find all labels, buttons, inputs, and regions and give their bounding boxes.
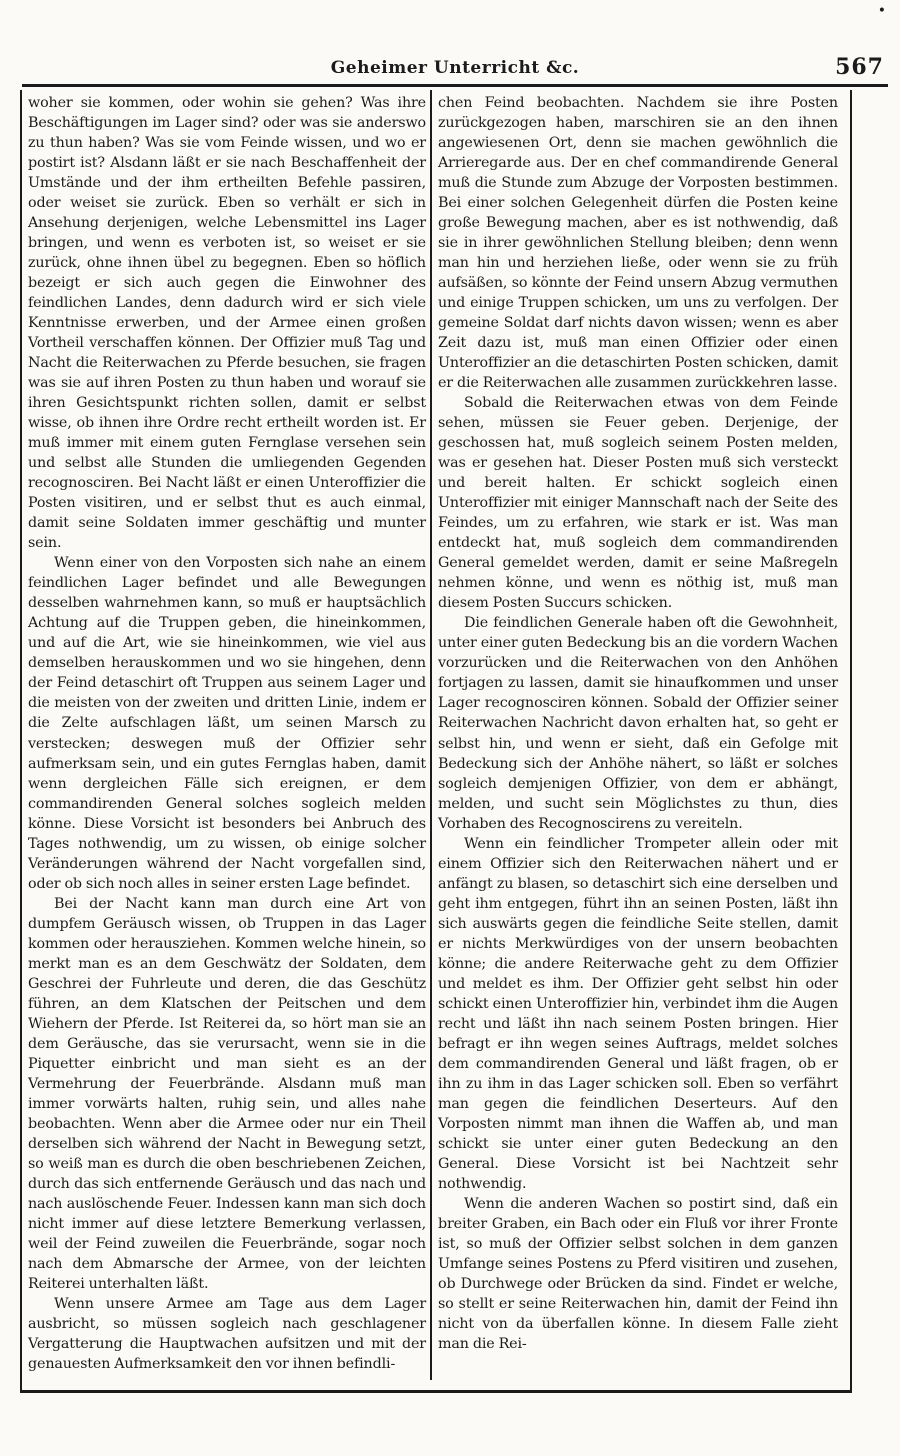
right-column <box>438 93 838 1354</box>
paragraph: Wenn einer von den Vorposten sich nahe an einem feindlichen Lager befindet und alle Bewegungen desselben wahrnehmen kann, so muß er hauptsächlich Achtung auf die Truppen geben, die hineinkommen, und auf die Art, wie sie hineinkommen, wie viel aus demselben herauskommen und wo sie hingehen, denn der Feind detaschirt oft Truppen aus seinem Lager und die meisten von der zweiten und dritten Linie, indem er die Zelte aufschlagen läßt, um seinen Marsch zu verstecken; deswegen muß der Offizier sehr aufmerksam sein, und ein gutes Fernglas haben, damit wenn dergleichen Fälle sich ereignen, er dem commandirenden General solches sogleich melden könne. Diese Vorsicht ist besonders bei Anbruch des Tages nothwendig, um zu wissen, ob einige solcher Veränderungen während der Nacht vorgefallen sind, oder ob sich noch alles in seiner ersten Lage befindet. <box>28 555 426 892</box>
left-column <box>28 93 426 1374</box>
paragraph: Wenn ein feindlicher Trompeter allein oder mit einem Offizier sich den Reiterwachen nähert und er anfängt zu blasen, so detaschirt sich eine derselben und geht ihm entgegen, führt ihn an seinen Posten, läßt ihn sich auswärts gegen die feindliche Seite stellen, damit er nichts Merkwürdiges von der unsern beobachten könne; die andere Reiterwache geht zu dem Offizier und meldet es ihm. Der Offizier geht selbst hin oder schickt einen Unteroffizier hin, verbindet ihm die Augen recht und läßt ihn nach seinem Posten bringen. Hier befragt er ihn wegen seines Auftrags, meldet solches dem commandirenden General und läßt fragen, ob er ihn zu ihm in das Lager schicken soll. Eben so verfährt man gegen die feindlichen Deserteurs. Auf den Vorposten nimmt man ihnen die Waffen ab, und man schickt sie unter einer guten Bedeckung an den General. Diese Vorsicht ist bei Nachtzeit sehr nothwendig. <box>438 835 838 1192</box>
page-number: 567 <box>835 54 884 80</box>
paragraph: Wenn die anderen Wachen so postirt sind, daß ein breiter Graben, ein Bach oder ein Fluß vor ihrer Fronte ist, so muß der Offizier selbst solchen in dem ganzen Umfange seines Postens zu Pferd visitiren und zusehen, ob Durchwege oder Brücken da sind. Findet er welche, so stellt er seine Reiterwachen hin, damit der Feind ihn nicht von da überfallen könne. In diesem Falle zieht man die Rei- <box>438 1195 838 1352</box>
paragraph: woher sie kommen, oder wohin sie gehen? Was ihre Beschäftigungen im Lager sind? oder was sie anderswo zu thun haben? Was sie vom Feinde wissen, und wo er postirt ist? Alsdann läßt er sie nach Beschaffenheit der Umstände und der ihm ertheilten Befehle passiren, oder weiset sie zurück. Eben so verhält er sich in Ansehung derjenigen, welche Lebensmittel ins Lager bringen, und wenn es verboten ist, so weiset er sie zurück, ohne ihnen übel zu begegnen. Eben so höflich bezeigt er sich auch gegen die Einwohner des feindlichen Landes, denn dadurch wird er sich viele Kenntnisse erwerben, und der Armee einen großen Vortheil verschaffen können. Der Offizier muß Tag und Nacht die Reiterwachen zu Pferde besuchen, sie fragen was sie auf ihren Posten zu thun haben und worauf sie ihren Gesichtspunkt richten sollen, damit er selbst wisse, ob ihnen ihre Ordre recht ertheilt worden ist. Er muß immer mit einem guten Fernglase versehen sein und selbst alle Stunden die umliegenden Gegenden recognosciren. Bei Nacht läßt er einen Unteroffizier die Posten visitiren, und er selbst thut es auch einmal, damit seine Soldaten immer geschäftig und munter sein. <box>28 95 426 552</box>
paragraph: Wenn unsere Armee am Tage aus dem Lager ausbricht, so müssen sogleich nach geschlagener Vergatterung die Hauptwachen aufsitzen und mit der genauesten Aufmerksamkeit den vor ihnen befindli- <box>28 1295 426 1372</box>
paragraph: Sobald die Reiterwachen etwas von dem Feinde sehen, müssen sie Feuer geben. Derjenige, der geschossen hat, muß sogleich seinem Posten melden, was er gesehen hat. Dieser Posten muß sich versteckt und bereit halten. Er schickt sogleich einen Unteroffizier mit einiger Mannschaft nach der Seite des Feindes, um zu erfahren, wie stark er ist. Was man entdeckt hat, muß sogleich dem commandirenden General gemeldet werden, damit er seine Maßregeln nehmen könne, und wenn es nöthig ist, muß man diesem Posten Succurs schicken. <box>438 395 838 612</box>
frame-left-rule <box>20 90 22 1391</box>
frame-right-rule <box>850 90 852 1391</box>
corner-mark: • <box>877 3 886 19</box>
paragraph: Die feindlichen Generale haben oft die Gewohnheit, unter einer guten Bedeckung bis an die vordern Wachen vorzurücken und die Reiterwachen von den Anhöhen fortjagen zu lassen, damit sie hinaufkommen und unser Lager recognosciren können. Sobald der Offizier seiner Reiterwachen Nachricht davon erhalten hat, so geht er selbst hin, und wenn er sieht, daß ein Gefolge mit Bedeckung sich der Anhöhe nähert, so läßt er solches sogleich demjenigen Offizier, von dem er abhängt, melden, und sucht sein Möglichstes zu thun, dies Vorhaben des Recognoscirens zu vereiteln. <box>438 615 838 832</box>
running-title: Geheimer Unterricht &c. <box>330 58 580 78</box>
paragraph: Bei der Nacht kann man durch eine Art von dumpfem Geräusch wissen, ob Truppen in das Lager kommen oder herausziehen. Kommen welche hinein, so merkt man es an dem Geschwätz der Soldaten, dem Geschrei der Fuhrleute und deren, die das Geschütz führen, an dem Klatschen der Peitschen und dem Wiehern der Pferde. Ist Reiterei da, so hört man sie an dem Geräusche, das sie verursacht, wenn sie in die Piquetter einbricht und man sieht es an der Vermehrung der Feuerbrände. Alsdann muß man immer vorwärts halten, ruhig sein, und alles nahe beobachten. Wenn aber die Armee oder nur ein Theil derselben sich während der Nacht in Bewegung setzt, so weiß man es durch die oben beschriebenen Zeichen, durch das sich entfernende Geräusch und das nach und nach auslöschende Feuer. Indessen kann man sich doch nicht immer auf diese letztere Bemerkung verlassen, weil der Feind zuweilen die Feuerbrände, sogar noch nach dem Abmarsche der Armee, von der leichten Reiterei unterhalten läßt. <box>28 895 426 1292</box>
running-header <box>22 50 888 87</box>
frame-bottom-rule <box>20 1390 852 1393</box>
column-divider <box>430 90 432 1380</box>
paragraph: chen Feind beobachten. Nachdem sie ihre Posten zurückgezogen haben, marschiren sie an den ihnen angewiesenen Ort, denn sie machen gewöhnlich die Arrieregarde aus. Der en chef commandirende General muß die Stunde zum Abzuge der Vorposten bestimmen. Bei einer solchen Gelegenheit dürfen die Posten keine große Bewegung machen, aber es ist nothwendig, daß sie in ihrer gewöhnlichen Stellung bleiben; denn wenn man hin und herziehen ließe, oder wenn sie zu früh aufsäßen, so könnte der Feind unsern Abzug vermuthen und einige Truppen schicken, um uns zu verfolgen. Der gemeine Soldat darf nichts davon wissen; wenn es aber Zeit dazu ist, muß man einen Offizier oder einen Unteroffizier an die detaschirten Posten schicken, damit er die Reiterwachen alle zusammen zurückkehren lasse. <box>438 95 838 392</box>
